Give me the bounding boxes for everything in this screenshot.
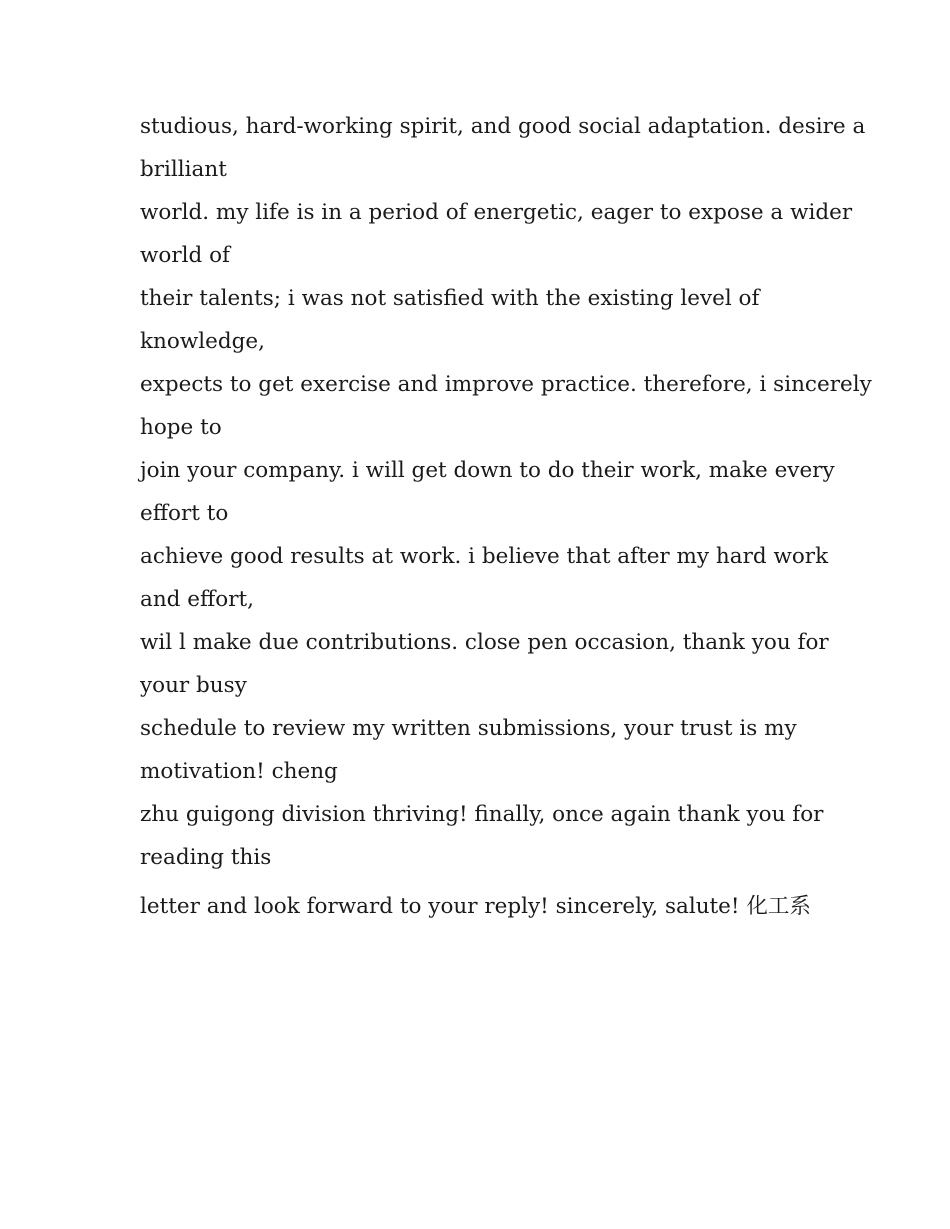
text-line: their talents; i was not satisfied with the existing level of — [140, 286, 760, 311]
text-line: hope to — [140, 415, 222, 440]
text-line: world of — [140, 243, 230, 268]
text-line: achieve good results at work. i believe that after my hard work — [140, 544, 829, 569]
text-line: zhu guigong division thriving! finally, once again thank you for — [140, 802, 824, 827]
text-line: wil l make due contributions. close pen occasion, thank you for — [140, 630, 829, 655]
text-line: world. my life is in a period of energetic, eager to expose a wider — [140, 200, 853, 225]
text-line: effort to — [140, 501, 229, 526]
text-line: studious, hard-working spirit, and good social adaptation. desire a — [140, 114, 866, 139]
text-line: motivation! cheng — [140, 759, 338, 784]
text-line: brilliant — [140, 157, 227, 182]
text-line: schedule to review my written submissions, your trust is my — [140, 716, 797, 741]
text-line: your busy — [140, 673, 247, 698]
text-line: reading this — [140, 845, 272, 870]
text-line: knowledge, — [140, 329, 265, 354]
letter-body — [140, 105, 872, 928]
text-line: join your company. i will get down to do their work, make every — [140, 458, 835, 483]
text-line: expects to get exercise and improve practice. therefore, i sincerely — [140, 372, 872, 397]
text-line-signoff: letter and look forward to your reply! sincerely, salute! 化工系 — [140, 894, 811, 919]
text-line: and effort, — [140, 587, 254, 612]
